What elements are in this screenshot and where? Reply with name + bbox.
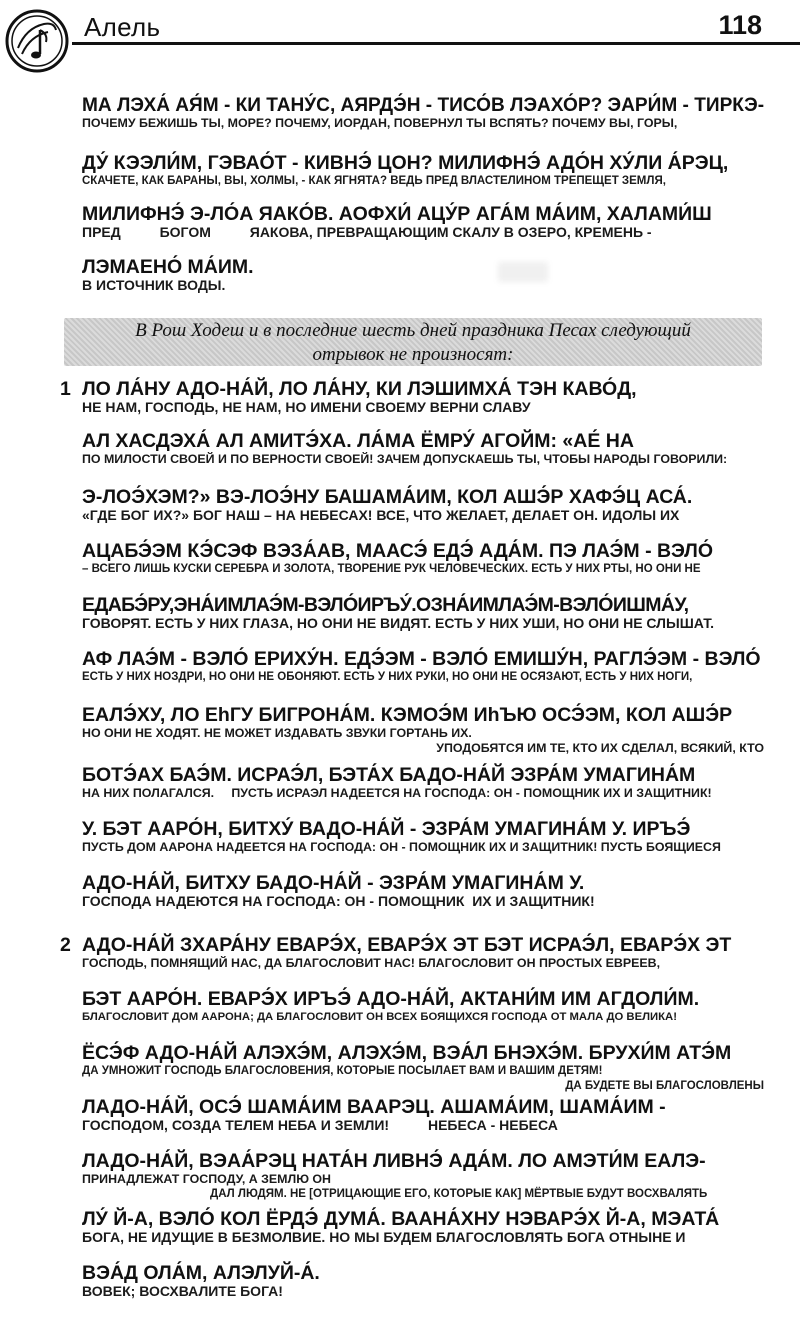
text-block bbox=[82, 988, 764, 1025]
text-block bbox=[82, 1150, 764, 1202]
transliteration-line: ЁСЭ́Ф АДО-НА́Й АЛЭХЭ́М, АЛЭХЭ́М, ВЭА́Л БНЭХЭ́М. БРУХИ́М АТЭ́М bbox=[82, 1042, 732, 1064]
transliteration-line: АЦАБЭ́ЭМ КЭ́СЭФ ВЭЗА́АВ, МААСЭ́ ЕДЭ́ АДА́М. ПЭ ЛАЭ́М - ВЭЛО́ bbox=[82, 540, 714, 562]
liturgical-notice bbox=[64, 318, 762, 366]
music-note-logo-icon bbox=[4, 8, 70, 74]
transliteration-line: ЕДАБЭ́РУ,ЭНА́ИМЛАЭ́М-ВЭЛО́ИРЪУ́.ОЗНА́ИМЛАЭ́М-ВЭЛО́ИШМА́У, bbox=[82, 594, 689, 616]
translation-line: БОГА, НЕ ИДУЩИЕ В БЕЗМОЛВИЕ. НО МЫ БУДЕМ БЛАГОСЛОВЛЯТЬ БОГА ОТНЫНЕ И bbox=[82, 1229, 686, 1245]
text-block bbox=[82, 1208, 764, 1245]
translation-line: ПОЧЕМУ БЕЖИШЬ ТЫ, МОРЕ? ПОЧЕМУ, ИОРДАН, ПОВЕРНУЛ ТЫ ВСПЯТЬ? ПОЧЕМУ ВЫ, ГОРЫ, bbox=[82, 116, 678, 130]
transliteration-line: МА ЛЭХА́ АЯ́М - КИ ТАНУ́С, АЯРДЭ́Н - ТИСО́В ЛЭАХО́Р? ЭАРИ́М - ТИРКЭ- bbox=[82, 94, 765, 116]
translation-line: В ИСТОЧНИК ВОДЫ. bbox=[82, 277, 226, 293]
transliteration-line: МИЛИФНЭ́ Э-ЛО́А ЯАКО́В. АОФХИ́ АЦУ́Р АГА́М МА́ИМ, ХАЛАМИ́Ш bbox=[82, 203, 712, 225]
text-block bbox=[82, 94, 764, 131]
text-block bbox=[82, 486, 764, 523]
transliteration-line: ЕАЛЭ́ХУ, ЛО ЕhГУ БИГРОНА́М. КЭМОЭ́М ИhЪЮ ОСЭ́ЭМ, КОЛ АШЭ́Р bbox=[82, 704, 733, 726]
translation-line: УПОДОБЯТСЯ ИМ ТЕ, КТО ИХ СДЕЛАЛ, ВСЯКИЙ, КТО bbox=[436, 741, 764, 755]
translation-line: ПО МИЛОСТИ СВОЕЙ И ПО ВЕРНОСТИ СВОЕЙ! ЗАЧЕМ ДОПУСКАЕШЬ ТЫ, ЧТОБЫ НАРОДЫ ГОВОРИЛИ: bbox=[82, 452, 728, 466]
transliteration-line: БОТЭ́АХ БАЭ́М. ИСРАЭ́Л, БЭТА́Х БАДО-НА́Й ЭЗРА́М УМАГИНА́М bbox=[82, 764, 696, 786]
transliteration-line: АДО-НА́Й ЗХАРА́НУ ЕВАРЭ́Х, ЕВАРЭ́Х ЭТ БЭТ ИСРАЭ́Л, ЕВАРЭ́Х ЭТ bbox=[82, 934, 732, 956]
translation-line: ПРИНАДЛЕЖАТ ГОСПОДУ, А ЗЕМЛЮ ОН bbox=[82, 1172, 331, 1186]
verse-number: 1 bbox=[60, 378, 71, 400]
text-block bbox=[82, 540, 764, 577]
translation-line: НО ОНИ НЕ ХОДЯТ. НЕ МОЖЕТ ИЗДАВАТЬ ЗВУКИ ГОРТАНЬ ИХ. bbox=[82, 726, 472, 740]
transliteration-line: ЛО ЛА́НУ АДО-НА́Й, ЛО ЛА́НУ, КИ ЛЭШИМХА́ ТЭН КАВО́Д, bbox=[82, 378, 637, 400]
transliteration-line: ДУ́ КЭЭЛИ́М, ГЭВАО́Т - КИВНЭ́ ЦОН? МИЛИФНЭ́ АДО́Н ХУ́ЛИ А́РЭЦ, bbox=[82, 152, 729, 174]
translation-line: ГОВОРЯТ. ЕСТЬ У НИХ ГЛАЗА, НО ОНИ НЕ ВИДЯТ. ЕСТЬ У НИХ УШИ, НО ОНИ НЕ СЛЫШАТ. bbox=[82, 615, 715, 631]
translation-line: НЕ НАМ, ГОСПОДЬ, НЕ НАМ, НО ИМЕНИ СВОЕМУ ВЕРНИ СЛАВУ bbox=[82, 399, 531, 415]
text-block bbox=[82, 152, 764, 189]
text-block bbox=[82, 430, 764, 467]
translation-line: БЛАГОСЛОВИТ ДОМ ААРОНА; ДА БЛАГОСЛОВИТ ОН ВСЕХ БОЯЩИХСЯ ГОСПОДА ОТ МАЛА ДО ВЕЛИКА! bbox=[82, 1011, 677, 1023]
translation-line: ГОСПОДОМ, СОЗДА ТЕЛЕМ НЕБА И ЗЕМЛИ! НЕБЕСА - НЕБЕСА bbox=[82, 1117, 558, 1133]
transliteration-line: ЛАДО-НА́Й, ОСЭ́ ШАМА́ИМ ВААРЭЦ. АШАМА́ИМ, ШАМА́ИМ - bbox=[82, 1096, 666, 1118]
translation-line: ПУСТЬ ДОМ ААРОНА НАДЕЕТСЯ НА ГОСПОДА: ОН - ПОМОЩНИК ИХ И ЗАЩИТНИК! ПУСТЬ БОЯЩИЕСЯ bbox=[82, 840, 721, 854]
text-block bbox=[82, 764, 764, 801]
transliteration-line: БЭТ ААРО́Н. ЕВАРЭ́Х ИРЪЭ́ АДО-НА́Й, АКТАНИ́М ИМ АГДОЛИ́М. bbox=[82, 988, 700, 1010]
translation-line: – ВСЕГО ЛИШЬ КУСКИ СЕРЕБРА И ЗОЛОТА, ТВОРЕНИЕ РУК ЧЕЛОВЕЧЕСКИХ. ЕСТЬ У НИХ РТЫ, НО ОНИ НЕ bbox=[82, 563, 701, 575]
text-block bbox=[82, 594, 764, 631]
translation-line: ВОВЕК; ВОСХВАЛИТЕ БОГА! bbox=[82, 1283, 283, 1299]
transliteration-line: ЛЭМАЕНО́ МА́ИМ. bbox=[82, 256, 254, 278]
translation-line: СКАЧЕТЕ, КАК БАРАНЫ, ВЫ, ХОЛМЫ, - КАК ЯГНЯТА? ВЕДЬ ПРЕД ВЛАСТЕЛИНОМ ТРЕПЕЩЕТ ЗЕМЛЯ, bbox=[82, 175, 666, 187]
chapter-title: Алель bbox=[84, 12, 161, 42]
transliteration-line: ВЭА́Д ОЛА́М, АЛЭЛУЙ-А́. bbox=[82, 1262, 320, 1284]
text-block bbox=[82, 256, 764, 293]
translation-line: ЕСТЬ У НИХ НОЗДРИ, НО ОНИ НЕ ОБОНЯЮТ. ЕСТЬ У НИХ РУКИ, НО ОНИ НЕ ОСЯЗАЮТ, ЕСТЬ У НИХ НОГИ, bbox=[82, 671, 693, 683]
translation-line: ПРЕД БОГОМ ЯАКОВА, ПРЕВРАЩАЮЩИМ СКАЛУ В ОЗЕРО, КРЕМЕНЬ - bbox=[82, 224, 652, 240]
transliteration-line: ЛАДО-НА́Й, ВЭАА́РЭЦ НАТА́Н ЛИВНЭ́ АДА́М. ЛО АМЭТИ́М ЕАЛЭ- bbox=[82, 1150, 706, 1172]
verse-number: 2 bbox=[60, 934, 71, 956]
transliteration-line: АДО-НА́Й, БИТХУ БАДО-НА́Й - ЭЗРА́М УМАГИНА́М У. bbox=[82, 872, 585, 894]
page-number: 118 bbox=[718, 10, 762, 40]
translation-line: ГОСПОДЬ, ПОМНЯЩИЙ НАС, ДА БЛАГОСЛОВИТ НАС! БЛАГОСЛОВИТ ОН ПРОСТЫХ ЕВРЕЕВ, bbox=[82, 956, 661, 970]
text-block bbox=[82, 648, 764, 685]
text-block bbox=[82, 818, 764, 855]
translation-line: НА НИХ ПОЛАГАЛСЯ. ПУСТЬ ИСРАЭЛ НАДЕЕТСЯ НА ГОСПОДА: ОН - ПОМОЩНИК ИХ И ЗАЩИТНИК! bbox=[82, 786, 712, 800]
text-block bbox=[82, 934, 764, 971]
transliteration-line: У. БЭТ ААРО́Н, БИТХУ́ ВАДО-НА́Й - ЭЗРА́М УМАГИНА́М У. ИРЪЭ́ bbox=[82, 818, 691, 840]
scan-smudge bbox=[498, 262, 548, 282]
header-rule bbox=[72, 42, 800, 45]
text-block bbox=[82, 1096, 764, 1133]
translation-line: «ГДЕ БОГ ИХ?» БОГ НАШ – НА НЕБЕСАХ! ВСЕ, ЧТО ЖЕЛАЕТ, ДЕЛАЕТ ОН. ИДОЛЫ ИХ bbox=[82, 507, 680, 523]
transliteration-line: АЛ ХАСДЭХА́ АЛ АМИТЭ́ХА. ЛА́МА ЁМРУ́ АГОЙМ: «АЕ́ НА bbox=[82, 430, 634, 452]
text-block bbox=[82, 378, 764, 415]
text-block bbox=[82, 203, 764, 240]
translation-line: ДА БУДЕТЕ ВЫ БЛАГОСЛОВЛЕНЫ bbox=[565, 1080, 764, 1092]
transliteration-line: АФ ЛАЭ́М - ВЭЛО́ ЕРИХУ́Н. ЕДЭ́ЭМ - ВЭЛО́ ЕМИШУ́Н, РАГЛЭ́ЭМ - ВЭЛО́ bbox=[82, 648, 761, 670]
translation-line: ДА УМНОЖИТ ГОСПОДЬ БЛАГОСЛОВЕНИЯ, КОТОРЫЕ ПОСЫЛАЕТ ВАМ И ВАШИМ ДЕТЯМ! bbox=[82, 1065, 603, 1077]
text-block bbox=[82, 1262, 764, 1299]
text-block bbox=[82, 1042, 764, 1094]
translation-line: ГОСПОДА НАДЕЮТСЯ НА ГОСПОДА: ОН - ПОМОЩНИК ИХ И ЗАЩИТНИК! bbox=[82, 893, 595, 909]
transliteration-line: ЛУ́ Й-А, ВЭЛО́ КОЛ ЁРДЭ́ ДУМА́. ВААНА́ХНУ НЭВАРЭ́Х Й-А, МЭАТА́ bbox=[82, 1208, 720, 1230]
translation-line: ДАЛ ЛЮДЯМ. НЕ [ОТРИЦАЮЩИЕ ЕГО, КОТОРЫЕ КАК] МЁРТВЫЕ БУДУТ ВОСХВАЛЯТЬ bbox=[210, 1188, 708, 1200]
notice-line: В Рош Ходеш и в последние шесть дней праздника Песах следующий bbox=[135, 320, 691, 341]
transliteration-line: Э-ЛОЭ́ХЭМ?» ВЭ-ЛОЭ́НУ БАШАМА́ИМ, КОЛ АШЭ́Р ХАФЭ́Ц АСА́. bbox=[82, 486, 693, 508]
notice-line: отрывок не произносят: bbox=[312, 344, 514, 365]
text-block bbox=[82, 704, 764, 756]
text-block bbox=[82, 872, 764, 909]
